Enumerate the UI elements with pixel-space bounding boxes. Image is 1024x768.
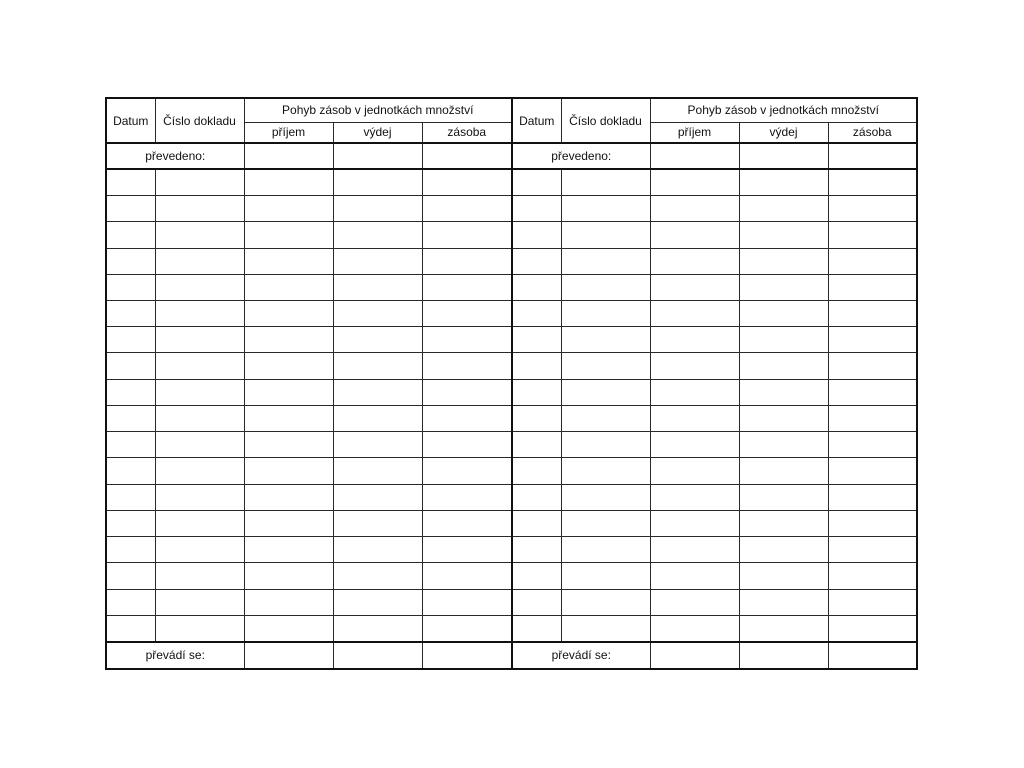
date-cell[interactable] xyxy=(513,301,561,327)
document-number-cell[interactable] xyxy=(561,589,650,615)
stock-cell[interactable] xyxy=(422,484,511,510)
document-number-cell[interactable] xyxy=(155,589,244,615)
ledger-page-right xyxy=(511,99,918,668)
stock-cell[interactable] xyxy=(422,301,511,327)
receipt-cell[interactable] xyxy=(244,589,333,615)
stock-cell[interactable] xyxy=(422,458,511,484)
carried-out-receipt-cell[interactable] xyxy=(244,642,333,668)
ledger-row xyxy=(513,353,916,379)
date-cell[interactable] xyxy=(107,169,155,195)
issue-cell[interactable] xyxy=(333,537,422,563)
ledger-table xyxy=(513,99,916,668)
stock-cell[interactable] xyxy=(422,615,511,641)
ledger-row xyxy=(107,615,511,641)
ledger-row xyxy=(513,432,916,458)
stock-cell[interactable] xyxy=(422,248,511,274)
receipt-cell[interactable] xyxy=(650,484,739,510)
ledger-row xyxy=(513,615,916,641)
stock-cell[interactable] xyxy=(828,615,916,641)
date-cell[interactable] xyxy=(107,537,155,563)
ledger-row xyxy=(513,589,916,615)
date-cell[interactable] xyxy=(513,510,561,536)
date-cell[interactable] xyxy=(107,248,155,274)
receipt-cell[interactable] xyxy=(650,537,739,563)
receipt-cell[interactable] xyxy=(650,615,739,641)
header-receipt: příjem xyxy=(650,122,739,143)
issue-cell[interactable] xyxy=(333,405,422,431)
document-number-cell[interactable] xyxy=(155,615,244,641)
issue-cell[interactable] xyxy=(739,563,828,589)
date-cell[interactable] xyxy=(107,615,155,641)
receipt-cell[interactable] xyxy=(244,405,333,431)
document-number-cell[interactable] xyxy=(155,222,244,248)
ledger-row xyxy=(513,196,916,222)
receipt-cell[interactable] xyxy=(244,353,333,379)
document-number-cell[interactable] xyxy=(561,458,650,484)
issue-cell[interactable] xyxy=(739,327,828,353)
document-number-cell[interactable] xyxy=(561,563,650,589)
date-cell[interactable] xyxy=(513,405,561,431)
ledger-row xyxy=(107,274,511,300)
date-cell[interactable] xyxy=(107,458,155,484)
date-cell[interactable] xyxy=(513,484,561,510)
receipt-cell[interactable] xyxy=(650,405,739,431)
header-date: Datum xyxy=(513,99,561,143)
date-cell[interactable] xyxy=(107,274,155,300)
issue-cell[interactable] xyxy=(739,248,828,274)
stock-cell[interactable] xyxy=(422,432,511,458)
issue-cell[interactable] xyxy=(739,432,828,458)
issue-cell[interactable] xyxy=(739,484,828,510)
receipt-cell[interactable] xyxy=(244,169,333,195)
stock-cell[interactable] xyxy=(422,563,511,589)
issue-cell[interactable] xyxy=(333,510,422,536)
carried-out-stock-cell[interactable] xyxy=(422,642,511,668)
document-number-cell[interactable] xyxy=(561,405,650,431)
receipt-cell[interactable] xyxy=(244,432,333,458)
carried-in-issue-cell[interactable] xyxy=(333,143,422,169)
date-cell[interactable] xyxy=(513,563,561,589)
document-number-cell[interactable] xyxy=(561,248,650,274)
receipt-cell[interactable] xyxy=(650,563,739,589)
stock-cell[interactable] xyxy=(422,379,511,405)
issue-cell[interactable] xyxy=(739,589,828,615)
ledger-row xyxy=(107,301,511,327)
stock-cell[interactable] xyxy=(828,510,916,536)
document-number-cell[interactable] xyxy=(155,379,244,405)
ledger-row xyxy=(107,222,511,248)
ledger-row xyxy=(107,563,511,589)
ledger-row xyxy=(107,379,511,405)
document-number-cell[interactable] xyxy=(561,301,650,327)
receipt-cell[interactable] xyxy=(650,169,739,195)
receipt-cell[interactable] xyxy=(244,274,333,300)
document-number-cell[interactable] xyxy=(561,353,650,379)
date-cell[interactable] xyxy=(513,353,561,379)
date-cell[interactable] xyxy=(513,248,561,274)
header-movement-group: Pohyb zásob v jednotkách množství xyxy=(244,99,511,122)
date-cell[interactable] xyxy=(107,589,155,615)
issue-cell[interactable] xyxy=(333,615,422,641)
ledger-row xyxy=(513,327,916,353)
issue-cell[interactable] xyxy=(333,248,422,274)
receipt-cell[interactable] xyxy=(244,196,333,222)
issue-cell[interactable] xyxy=(333,274,422,300)
document-number-cell[interactable] xyxy=(561,379,650,405)
receipt-cell[interactable] xyxy=(244,248,333,274)
receipt-cell[interactable] xyxy=(650,222,739,248)
ledger-row xyxy=(107,537,511,563)
issue-cell[interactable] xyxy=(333,196,422,222)
document-number-cell[interactable] xyxy=(155,484,244,510)
receipt-cell[interactable] xyxy=(650,589,739,615)
carried-in-stock-cell[interactable] xyxy=(422,143,511,169)
ledger-row xyxy=(107,405,511,431)
issue-cell[interactable] xyxy=(739,222,828,248)
date-cell[interactable] xyxy=(513,274,561,300)
carried-out-receipt-cell[interactable] xyxy=(650,642,739,668)
carried-out-issue-cell[interactable] xyxy=(333,642,422,668)
receipt-cell[interactable] xyxy=(244,510,333,536)
stock-ledger-form xyxy=(105,97,918,670)
issue-cell[interactable] xyxy=(739,353,828,379)
ledger-row xyxy=(513,458,916,484)
document-number-cell[interactable] xyxy=(155,510,244,536)
receipt-cell[interactable] xyxy=(244,537,333,563)
header-stock: zásoba xyxy=(422,122,511,143)
ledger-page-left xyxy=(105,99,511,668)
header-movement-group: Pohyb zásob v jednotkách množství xyxy=(650,99,916,122)
issue-cell[interactable] xyxy=(333,169,422,195)
ledger-row xyxy=(107,248,511,274)
receipt-cell[interactable] xyxy=(244,301,333,327)
header-receipt: příjem xyxy=(244,122,333,143)
stock-cell[interactable] xyxy=(422,274,511,300)
document-number-cell[interactable] xyxy=(155,169,244,195)
receipt-cell[interactable] xyxy=(244,458,333,484)
date-cell[interactable] xyxy=(513,222,561,248)
document-number-cell[interactable] xyxy=(155,537,244,563)
date-cell[interactable] xyxy=(513,458,561,484)
date-cell[interactable] xyxy=(107,353,155,379)
stock-cell[interactable] xyxy=(422,169,511,195)
issue-cell[interactable] xyxy=(739,274,828,300)
stock-cell[interactable] xyxy=(422,405,511,431)
stock-cell[interactable] xyxy=(422,327,511,353)
receipt-cell[interactable] xyxy=(650,274,739,300)
stock-cell[interactable] xyxy=(828,301,916,327)
date-cell[interactable] xyxy=(513,169,561,195)
issue-cell[interactable] xyxy=(739,458,828,484)
carried-in-row xyxy=(513,143,916,169)
issue-cell[interactable] xyxy=(333,484,422,510)
date-cell[interactable] xyxy=(107,484,155,510)
receipt-cell[interactable] xyxy=(650,379,739,405)
stock-cell[interactable] xyxy=(828,432,916,458)
ledger-row xyxy=(107,458,511,484)
issue-cell[interactable] xyxy=(333,379,422,405)
date-cell[interactable] xyxy=(107,432,155,458)
issue-cell[interactable] xyxy=(739,615,828,641)
document-number-cell[interactable] xyxy=(155,301,244,327)
stock-cell[interactable] xyxy=(828,484,916,510)
date-cell[interactable] xyxy=(513,537,561,563)
receipt-cell[interactable] xyxy=(244,379,333,405)
document-number-cell[interactable] xyxy=(561,327,650,353)
document-number-cell[interactable] xyxy=(155,327,244,353)
document-number-cell[interactable] xyxy=(561,169,650,195)
date-cell[interactable] xyxy=(107,196,155,222)
receipt-cell[interactable] xyxy=(650,327,739,353)
stock-cell[interactable] xyxy=(828,537,916,563)
issue-cell[interactable] xyxy=(333,458,422,484)
ledger-row xyxy=(107,484,511,510)
carried-in-receipt-cell[interactable] xyxy=(244,143,333,169)
stock-cell[interactable] xyxy=(422,196,511,222)
stock-cell[interactable] xyxy=(828,222,916,248)
document-number-cell[interactable] xyxy=(155,405,244,431)
stock-cell[interactable] xyxy=(828,458,916,484)
stock-cell[interactable] xyxy=(422,510,511,536)
issue-cell[interactable] xyxy=(739,379,828,405)
header-document-number: Číslo dokladu xyxy=(155,99,244,143)
document-number-cell[interactable] xyxy=(155,248,244,274)
ledger-row xyxy=(513,274,916,300)
stock-cell[interactable] xyxy=(828,563,916,589)
stock-cell[interactable] xyxy=(828,248,916,274)
stock-cell[interactable] xyxy=(828,169,916,195)
carried-out-label: převádí se: xyxy=(107,642,244,668)
document-number-cell[interactable] xyxy=(561,510,650,536)
date-cell[interactable] xyxy=(107,327,155,353)
document-number-cell[interactable] xyxy=(155,196,244,222)
ledger-row xyxy=(513,248,916,274)
issue-cell[interactable] xyxy=(333,327,422,353)
ledger-row xyxy=(513,484,916,510)
stock-cell[interactable] xyxy=(828,589,916,615)
header-date: Datum xyxy=(107,99,155,143)
document-number-cell[interactable] xyxy=(561,196,650,222)
carried-in-row xyxy=(107,143,511,169)
header-document-number: Číslo dokladu xyxy=(561,99,650,143)
receipt-cell[interactable] xyxy=(650,353,739,379)
document-number-cell[interactable] xyxy=(155,458,244,484)
ledger-row xyxy=(513,222,916,248)
date-cell[interactable] xyxy=(107,222,155,248)
date-cell[interactable] xyxy=(513,432,561,458)
receipt-cell[interactable] xyxy=(244,615,333,641)
carried-out-row xyxy=(107,642,511,668)
header-issue: výdej xyxy=(739,122,828,143)
document-number-cell[interactable] xyxy=(561,274,650,300)
date-cell[interactable] xyxy=(107,405,155,431)
date-cell[interactable] xyxy=(513,379,561,405)
ledger-row xyxy=(513,510,916,536)
ledger-row xyxy=(513,301,916,327)
receipt-cell[interactable] xyxy=(650,510,739,536)
issue-cell[interactable] xyxy=(739,405,828,431)
date-cell[interactable] xyxy=(107,379,155,405)
receipt-cell[interactable] xyxy=(650,248,739,274)
ledger-row xyxy=(107,589,511,615)
document-number-cell[interactable] xyxy=(155,432,244,458)
carried-out-row xyxy=(513,642,916,668)
ledger-table xyxy=(107,99,511,668)
carried-in-receipt-cell[interactable] xyxy=(650,143,739,169)
ledger-row xyxy=(107,327,511,353)
header-issue: výdej xyxy=(333,122,422,143)
document-number-cell[interactable] xyxy=(155,353,244,379)
carried-in-issue-cell[interactable] xyxy=(739,143,828,169)
issue-cell[interactable] xyxy=(333,301,422,327)
document-number-cell[interactable] xyxy=(155,274,244,300)
issue-cell[interactable] xyxy=(333,432,422,458)
issue-cell[interactable] xyxy=(739,196,828,222)
stock-cell[interactable] xyxy=(828,353,916,379)
date-cell[interactable] xyxy=(107,301,155,327)
document-number-cell[interactable] xyxy=(561,432,650,458)
issue-cell[interactable] xyxy=(333,563,422,589)
carried-out-issue-cell[interactable] xyxy=(739,642,828,668)
ledger-row xyxy=(107,169,511,195)
ledger-row xyxy=(513,169,916,195)
ledger-row xyxy=(107,196,511,222)
header-stock: zásoba xyxy=(828,122,916,143)
ledger-row xyxy=(513,379,916,405)
stock-cell[interactable] xyxy=(828,274,916,300)
document-number-cell[interactable] xyxy=(561,537,650,563)
receipt-cell[interactable] xyxy=(244,327,333,353)
stock-cell[interactable] xyxy=(828,405,916,431)
stock-cell[interactable] xyxy=(828,327,916,353)
receipt-cell[interactable] xyxy=(244,222,333,248)
header-row xyxy=(513,99,916,122)
stock-cell[interactable] xyxy=(422,537,511,563)
date-cell[interactable] xyxy=(513,327,561,353)
receipt-cell[interactable] xyxy=(244,563,333,589)
ledger-row xyxy=(513,405,916,431)
document-number-cell[interactable] xyxy=(155,563,244,589)
issue-cell[interactable] xyxy=(739,510,828,536)
issue-cell[interactable] xyxy=(739,169,828,195)
date-cell[interactable] xyxy=(513,615,561,641)
stock-cell[interactable] xyxy=(828,196,916,222)
document-number-cell[interactable] xyxy=(561,615,650,641)
date-cell[interactable] xyxy=(513,196,561,222)
issue-cell[interactable] xyxy=(333,353,422,379)
document-number-cell[interactable] xyxy=(561,484,650,510)
receipt-cell[interactable] xyxy=(650,196,739,222)
carried-out-label: převádí se: xyxy=(513,642,650,668)
ledger-row xyxy=(513,537,916,563)
issue-cell[interactable] xyxy=(739,537,828,563)
date-cell[interactable] xyxy=(107,510,155,536)
stock-cell[interactable] xyxy=(422,589,511,615)
date-cell[interactable] xyxy=(513,589,561,615)
carried-out-stock-cell[interactable] xyxy=(828,642,916,668)
document-number-cell[interactable] xyxy=(561,222,650,248)
carried-in-stock-cell[interactable] xyxy=(828,143,916,169)
stock-cell[interactable] xyxy=(422,222,511,248)
carried-in-label: převedeno: xyxy=(107,143,244,169)
carried-in-label: převedeno: xyxy=(513,143,650,169)
header-row xyxy=(107,99,511,122)
receipt-cell[interactable] xyxy=(244,484,333,510)
receipt-cell[interactable] xyxy=(650,458,739,484)
issue-cell[interactable] xyxy=(333,589,422,615)
ledger-row xyxy=(513,563,916,589)
ledger-row xyxy=(107,432,511,458)
receipt-cell[interactable] xyxy=(650,432,739,458)
date-cell[interactable] xyxy=(107,563,155,589)
issue-cell[interactable] xyxy=(739,301,828,327)
receipt-cell[interactable] xyxy=(650,301,739,327)
issue-cell[interactable] xyxy=(333,222,422,248)
stock-cell[interactable] xyxy=(828,379,916,405)
ledger-row xyxy=(107,510,511,536)
stock-cell[interactable] xyxy=(422,353,511,379)
ledger-row xyxy=(107,353,511,379)
